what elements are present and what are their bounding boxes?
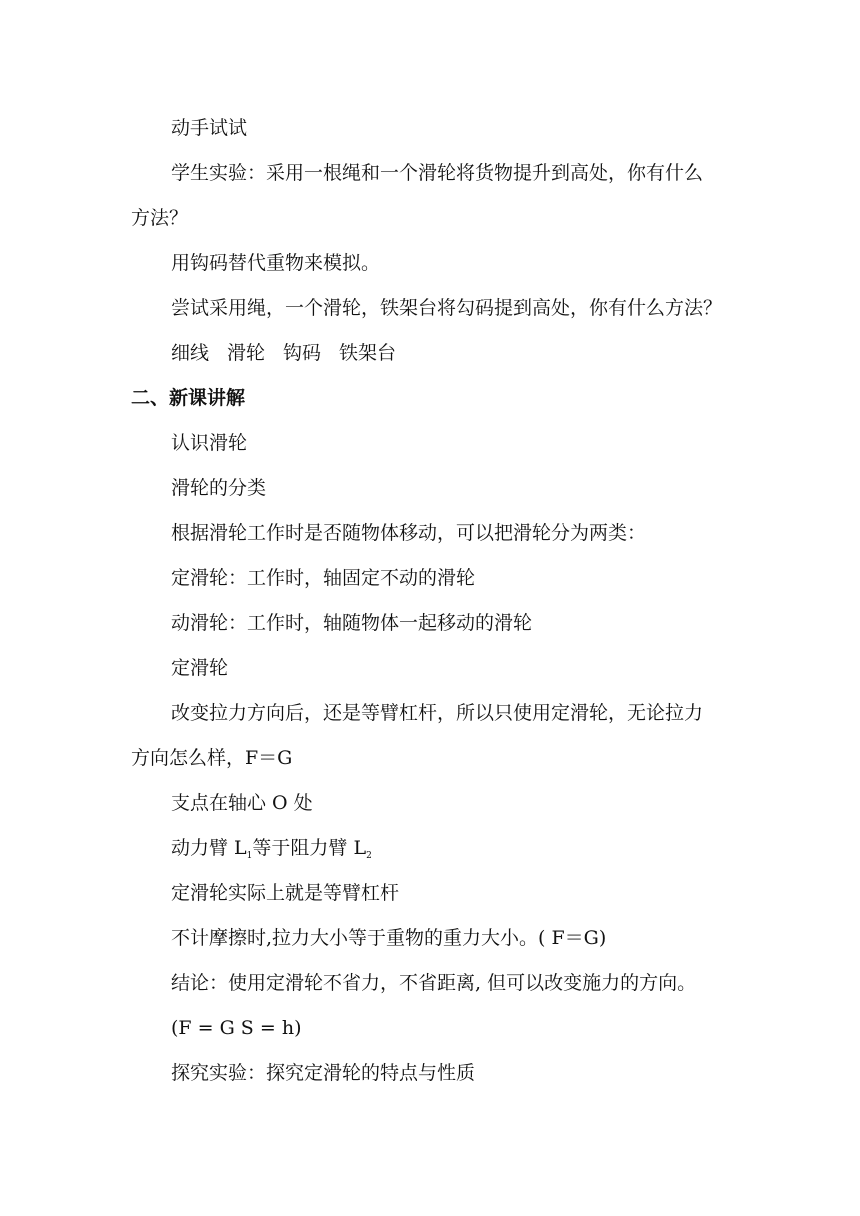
materials-list	[171, 341, 396, 365]
paragraph-fixed-pulley: 定滑轮	[171, 657, 229, 679]
paragraph-try-method: 尝试采用绳，一个滑轮，铁架台将勾码提到高处，你有什么方法？	[171, 297, 723, 319]
paragraph-simulate: 用钩码替代重物来模拟。	[171, 252, 381, 274]
paragraph-student-experiment-line1: 学生实验：采用一根绳和一个滑轮将货物提升到高处，你有什么	[171, 162, 704, 184]
subscript-2: 2	[366, 851, 372, 861]
paragraph-arms	[171, 836, 372, 860]
arm-text-2: 等于阻力臂 L	[252, 837, 367, 859]
section-heading: 二、新课讲解	[131, 387, 246, 409]
material-item: 钩码	[283, 342, 322, 364]
paragraph-know-pulley: 认识滑轮	[171, 432, 248, 454]
paragraph-try-it: 动手试试	[171, 117, 248, 139]
material-item: 滑轮	[227, 342, 266, 364]
paragraph-movable-pulley-def: 动滑轮：工作时，轴随物体一起移动的滑轮	[171, 612, 533, 634]
subscript-1: 1	[246, 851, 253, 861]
paragraph-conclusion: 结论：使用定滑轮不省力，不省距离, 但可以改变施力的方向。	[171, 972, 697, 994]
paragraph-fulcrum: 支点在轴心 O 处	[171, 792, 313, 814]
paragraph-direction-line1: 改变拉力方向后，还是等臂杠杆，所以只使用定滑轮，无论拉力	[171, 702, 704, 724]
material-item: 铁架台	[339, 342, 397, 364]
paragraph-explore-experiment: 探究实验：探究定滑轮的特点与性质	[171, 1062, 476, 1084]
paragraph-formula: (F = G S = h)	[171, 1017, 302, 1039]
paragraph-student-experiment-line2: 方法？	[131, 207, 189, 229]
arm-text-1: 动力臂 L	[171, 837, 247, 859]
paragraph-pulley-types: 滑轮的分类	[171, 477, 267, 499]
paragraph-no-friction: 不计摩擦时,拉力大小等于重物的重力大小。( F＝G)	[171, 927, 607, 949]
material-item: 细线	[171, 342, 210, 364]
paragraph-direction-line2: 方向怎么样，F＝G	[131, 747, 293, 769]
paragraph-classification: 根据滑轮工作时是否随物体移动，可以把滑轮分为两类：	[171, 522, 647, 544]
paragraph-fixed-pulley-def: 定滑轮：工作时，轴固定不动的滑轮	[171, 567, 476, 589]
paragraph-equal-arm-lever: 定滑轮实际上就是等臂杠杆	[171, 882, 400, 904]
